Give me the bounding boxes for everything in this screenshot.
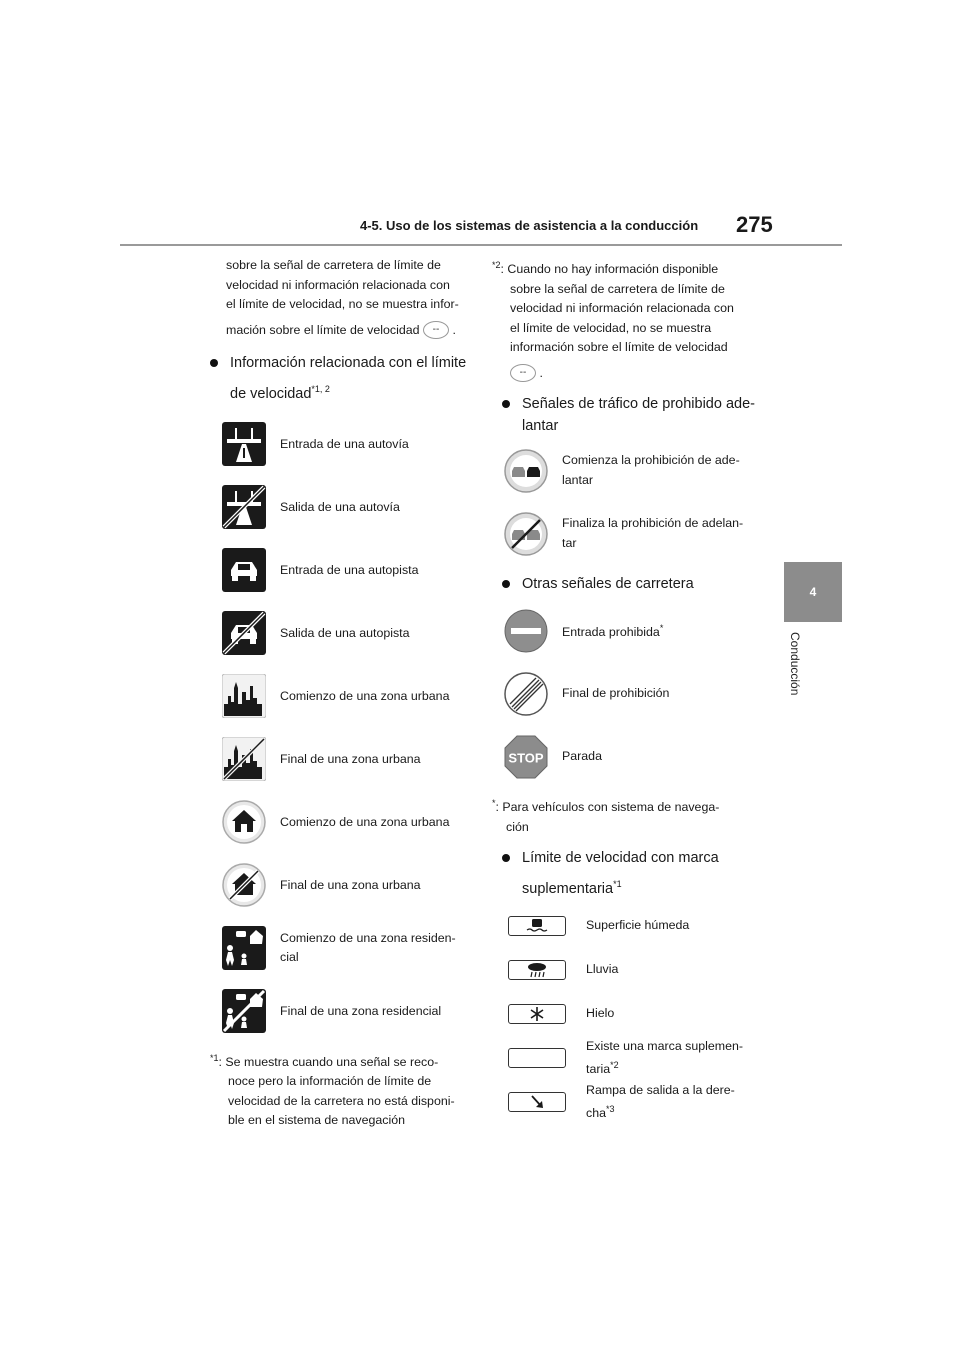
supplementary-heading: Límite de velocidad con marca suplementaria$^{*1}$ (492, 847, 762, 900)
plate-label: Hielo (586, 1006, 615, 1021)
residential-end-icon (222, 989, 266, 1033)
sign-label: Final de una zona urbana (280, 877, 421, 892)
sign-row (222, 665, 470, 728)
intro-line: velocidad ni información relacionada con (226, 277, 450, 292)
sign-label: Salida de una autovía (280, 499, 400, 514)
right-column (492, 256, 762, 1124)
town-start-icon (222, 800, 266, 844)
exit-right-arrow-icon (508, 1092, 566, 1112)
footnote-1: $^{*1}$: Se muestra cuando una señal se reco- noce pero la información de límite de velocidad de la carretera no está disponi- ble en el sistema de navegación (210, 1052, 455, 1128)
sign-label: Entrada prohibida* (562, 622, 664, 639)
speed-limit-unknown-icon: -- (510, 364, 536, 382)
other-signs-heading: Otras señales de carretera (510, 573, 762, 595)
sign-label: Finaliza la prohibición de adelan- tar (562, 516, 744, 550)
overtake-sign-list (492, 439, 762, 565)
sign-row (504, 662, 762, 725)
motorway-exit-icon (222, 485, 266, 529)
page-number: 275 (736, 212, 773, 237)
sign-label: Final de una zona residencial (280, 1003, 442, 1018)
sign-label: Salida de una autopista (280, 625, 410, 640)
blank-plate-icon (508, 1048, 566, 1068)
end-no-overtaking-icon (504, 512, 548, 556)
sign-label: Final de prohibición (562, 685, 670, 700)
sign-label: Comienzo de una zona residen- cial (280, 930, 456, 965)
chapter-tab: 4 (784, 562, 842, 622)
sign-row (222, 854, 470, 917)
sign-label: Parada (562, 748, 602, 763)
plate-row (492, 992, 762, 1036)
sign-label: Final de una zona urbana (280, 751, 421, 766)
town-end-icon (222, 863, 266, 907)
sign-row (504, 599, 762, 662)
sign-row (222, 980, 470, 1043)
ice-icon (508, 1004, 566, 1024)
overtake-heading: Señales de tráfico de prohibido ade- lantar (492, 393, 762, 437)
sign-row (504, 502, 762, 565)
sign-row (222, 539, 470, 602)
bullet-heading-cont: de velocidad$^{*1, 2}$ (230, 384, 330, 402)
sign-label: Entrada de una autopista (280, 562, 419, 577)
sign-label: Comienza la prohibición de ade- lantar (562, 453, 740, 487)
footnote-2: $^{*2}$: Cuando no hay información disponible sobre la señal de carretera de límite de velocidad ni información relacionada con el límite de velocidad, no se muestra información sobre el límite de velocidad -- . (492, 256, 762, 383)
rain-icon (508, 960, 566, 980)
plate-label: Rampa de salida a la dere- cha$^{*3}$ (586, 1082, 735, 1121)
plate-label: Superficie húmeda (586, 918, 690, 933)
wet-road-icon (508, 916, 566, 936)
sign-row (504, 439, 762, 502)
plate-row (492, 1080, 762, 1124)
sign-row (222, 728, 470, 791)
bullet-heading: Información relacionada con el límite (218, 352, 470, 374)
other-sign-list (492, 599, 762, 788)
sign-row (222, 476, 470, 539)
speed-sign-list (200, 413, 470, 1043)
sign-label: Comienzo de una zona urbana (280, 688, 450, 703)
no-overtaking-icon (504, 449, 548, 493)
svg-text:STOP: STOP (508, 750, 544, 766)
sign-row (222, 602, 470, 665)
city-start-icon (222, 674, 266, 718)
plate-row (492, 1036, 762, 1080)
header-divider (120, 244, 842, 246)
intro-line: el límite de velocidad, no se muestra infor- (226, 297, 459, 311)
sign-label: Entrada de una autovía (280, 436, 409, 451)
sign-row (222, 791, 470, 854)
expressway-entry-icon (222, 548, 266, 592)
stop-sign-icon (504, 735, 548, 779)
sign-row (504, 725, 762, 788)
speed-limit-unknown-icon: -- (423, 321, 449, 339)
expressway-exit-icon (222, 611, 266, 655)
plate-row (492, 904, 762, 948)
sign-row (222, 917, 470, 980)
intro-line: mación sobre el límite de velocidad -- . (226, 321, 470, 341)
no-entry-icon (504, 609, 548, 653)
plate-label: Lluvia (586, 962, 619, 977)
sign-label: Comienzo de una zona urbana (280, 814, 450, 829)
footnote-star: *: Para vehículos con sistema de navega- ción (492, 798, 720, 834)
section-title: 4-5. Uso de los sistemas de asistencia a la conducción (360, 218, 699, 233)
plate-row (492, 948, 762, 992)
supplementary-plate-list (492, 904, 762, 1124)
left-column (200, 256, 470, 1131)
end-prohibition-icon (504, 672, 548, 716)
motorway-entry-icon (222, 422, 266, 466)
chapter-side-label: Conducción (788, 632, 802, 696)
residential-start-icon (222, 926, 266, 970)
sign-row (222, 413, 470, 476)
plate-label: Existe una marca suplemen- taria$^{*2}$ (586, 1038, 744, 1077)
intro-line: sobre la señal de carretera de límite de (226, 258, 441, 272)
city-end-icon (222, 737, 266, 781)
